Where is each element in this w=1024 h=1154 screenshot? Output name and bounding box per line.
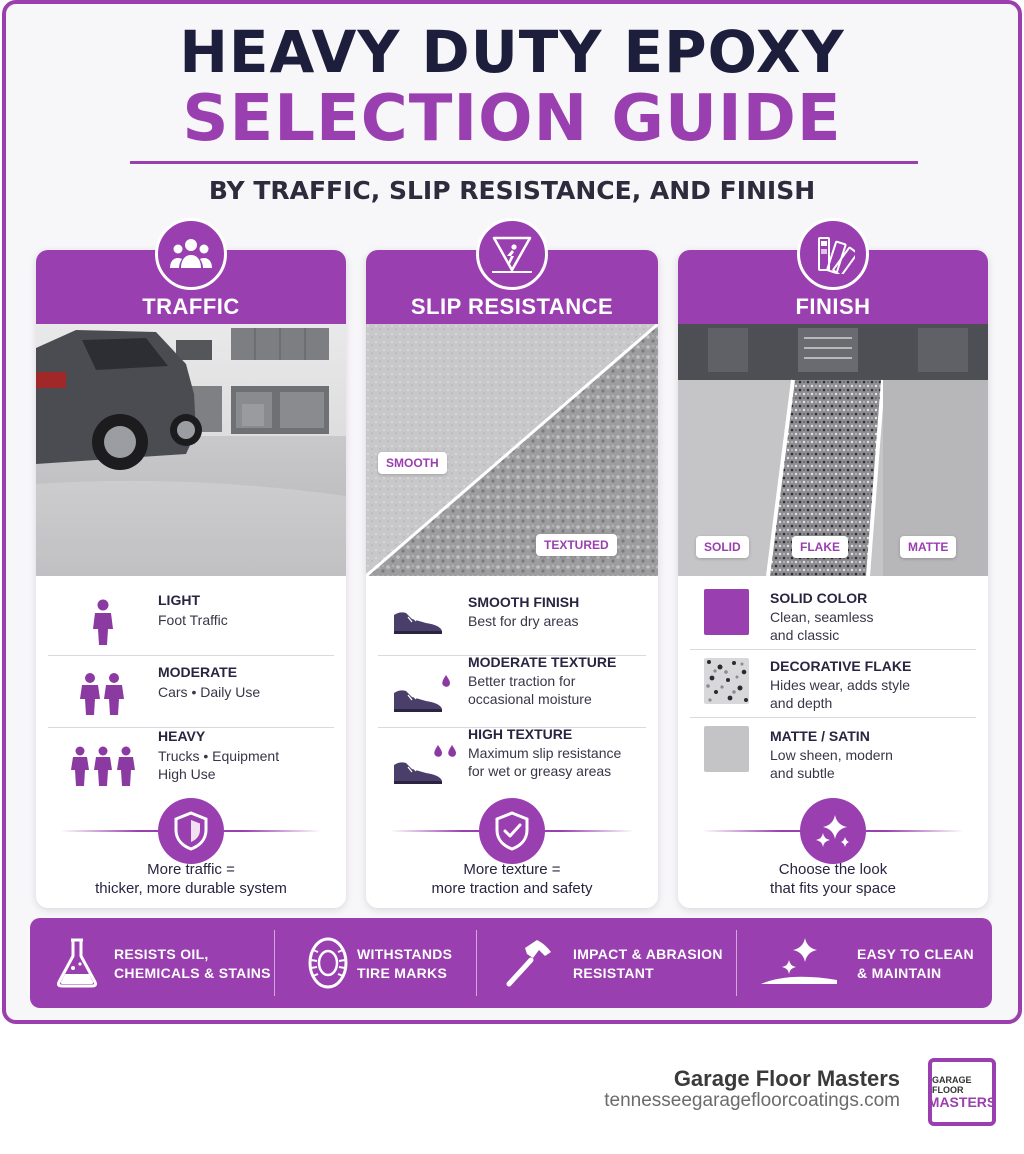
feature-impact-resistant — [477, 918, 735, 1008]
card-title: SLIP RESISTANCE — [410, 294, 614, 319]
title-line-1: HEAVY DUTY EPOXY — [179, 18, 845, 86]
list-item — [48, 728, 334, 800]
sparkle-icon — [800, 798, 866, 864]
logo-line-1: GARAGE FLOOR — [932, 1075, 972, 1095]
person-icon — [60, 594, 146, 650]
row-text: occasional moisture — [468, 691, 592, 707]
row-text: Better traction for — [468, 673, 576, 689]
shoe-icon — [390, 594, 476, 650]
solid-tag: SOLID — [696, 536, 749, 558]
feature-line: WITHSTANDS — [357, 946, 453, 962]
feature-text — [857, 945, 974, 983]
feature-text — [573, 945, 723, 983]
row-title: MATTE / SATIN — [770, 728, 870, 744]
flask-icon — [48, 934, 106, 992]
list-item — [690, 718, 976, 784]
row-text: and depth — [770, 695, 833, 711]
footer-line: More traffic = — [147, 861, 235, 878]
logo-line-2: MASTERS — [927, 1094, 997, 1110]
three-people-icon — [60, 738, 146, 794]
shoe-drops-icon — [390, 738, 476, 794]
row-title: SMOOTH FINISH — [468, 594, 580, 610]
row-text: and subtle — [770, 765, 835, 781]
row-text: Maximum slip resistance — [468, 745, 622, 761]
subtitle: BY TRAFFIC, SLIP RESISTANCE, AND FINISH — [208, 176, 816, 205]
title-line-2: SELECTION GUIDE — [182, 82, 842, 156]
row-text: Foot Traffic — [158, 612, 228, 628]
footer-line: More texture = — [463, 861, 561, 878]
matte-tag: MATTE — [900, 536, 956, 558]
list-item — [48, 656, 334, 728]
row-text: for wet or greasy areas — [468, 763, 612, 779]
list-item — [378, 584, 646, 656]
row-text: Low sheen, modern — [770, 747, 893, 763]
brand-name: Garage Floor Masters — [673, 1066, 900, 1091]
finish-card — [678, 250, 988, 908]
feature-text — [114, 945, 271, 983]
row-title: DECORATIVE FLAKE — [770, 658, 912, 674]
texture-comparison-photo — [366, 324, 658, 576]
tire-icon — [299, 934, 357, 992]
row-text: Trucks • Equipment — [158, 748, 280, 764]
sparkle-floor-icon — [759, 934, 839, 992]
feature-line: RESISTS OIL, — [114, 946, 209, 962]
shoe-drop-icon — [390, 666, 476, 722]
footer-text — [678, 860, 988, 898]
textured-tag: TEXTURED — [536, 534, 617, 556]
feature-text — [357, 945, 452, 983]
list-item — [378, 728, 646, 800]
list-item — [690, 584, 976, 650]
footer-line: that fits your space — [770, 880, 896, 897]
row-text: Hides wear, adds style — [770, 677, 911, 693]
feature-line: EASY TO CLEAN — [857, 946, 974, 962]
list-item — [48, 584, 334, 656]
row-title: HEAVY — [158, 728, 206, 744]
shield-icon — [158, 798, 224, 864]
garage-car-photo — [36, 324, 346, 576]
hammer-icon — [499, 934, 557, 992]
row-text: and classic — [770, 627, 840, 643]
feature-line: & MAINTAIN — [857, 965, 942, 981]
footer-line: Choose the look — [778, 861, 888, 878]
shield-check-icon — [479, 798, 545, 864]
feature-tire-marks — [275, 918, 475, 1008]
smooth-tag: SMOOTH — [378, 452, 447, 474]
feature-line: IMPACT & ABRASION — [573, 946, 723, 962]
list-item — [690, 650, 976, 718]
matte-swatch — [704, 726, 749, 772]
row-title: HIGH TEXTURE — [468, 726, 573, 742]
slip-resistance-card — [366, 250, 658, 908]
swatch-fan-icon — [797, 218, 869, 290]
row-title: SOLID COLOR — [770, 590, 868, 606]
card-header — [366, 250, 658, 324]
row-text: Clean, seamless — [770, 609, 874, 625]
title-divider — [130, 161, 918, 164]
feature-line: CHEMICALS & STAINS — [114, 965, 271, 981]
traffic-card — [36, 250, 346, 908]
solid-color-swatch — [704, 589, 749, 635]
card-header — [36, 250, 346, 324]
feature-line: RESISTANT — [573, 965, 654, 981]
footer-line: thicker, more durable system — [95, 880, 287, 897]
row-title: MODERATE TEXTURE — [468, 654, 617, 670]
card-title: FINISH — [795, 294, 871, 319]
row-text: Best for dry areas — [468, 613, 579, 629]
brand-url[interactable]: tennesseegaragefloorcoatings.com — [604, 1090, 900, 1111]
footer-text — [36, 860, 346, 898]
features-banner — [30, 918, 992, 1008]
floor-finish-photo — [678, 324, 988, 576]
footer-text — [366, 860, 658, 898]
row-text: Cars • Daily Use — [158, 684, 261, 700]
brand-logo — [928, 1058, 996, 1126]
flake-tag: FLAKE — [792, 536, 848, 558]
card-title: TRAFFIC — [142, 294, 240, 319]
feature-chemical-resistance — [30, 918, 274, 1008]
list-item — [378, 656, 646, 728]
row-text: High Use — [158, 766, 216, 782]
row-title: LIGHT — [158, 592, 200, 608]
row-title: MODERATE — [158, 664, 238, 680]
footer-line: more traction and safety — [431, 880, 593, 897]
feature-easy-clean — [737, 918, 992, 1008]
group-icon — [155, 218, 227, 290]
two-people-icon — [60, 666, 146, 722]
slip-icon — [476, 218, 548, 290]
flake-swatch — [704, 658, 749, 704]
card-header — [678, 250, 988, 324]
feature-line: TIRE MARKS — [357, 965, 448, 981]
